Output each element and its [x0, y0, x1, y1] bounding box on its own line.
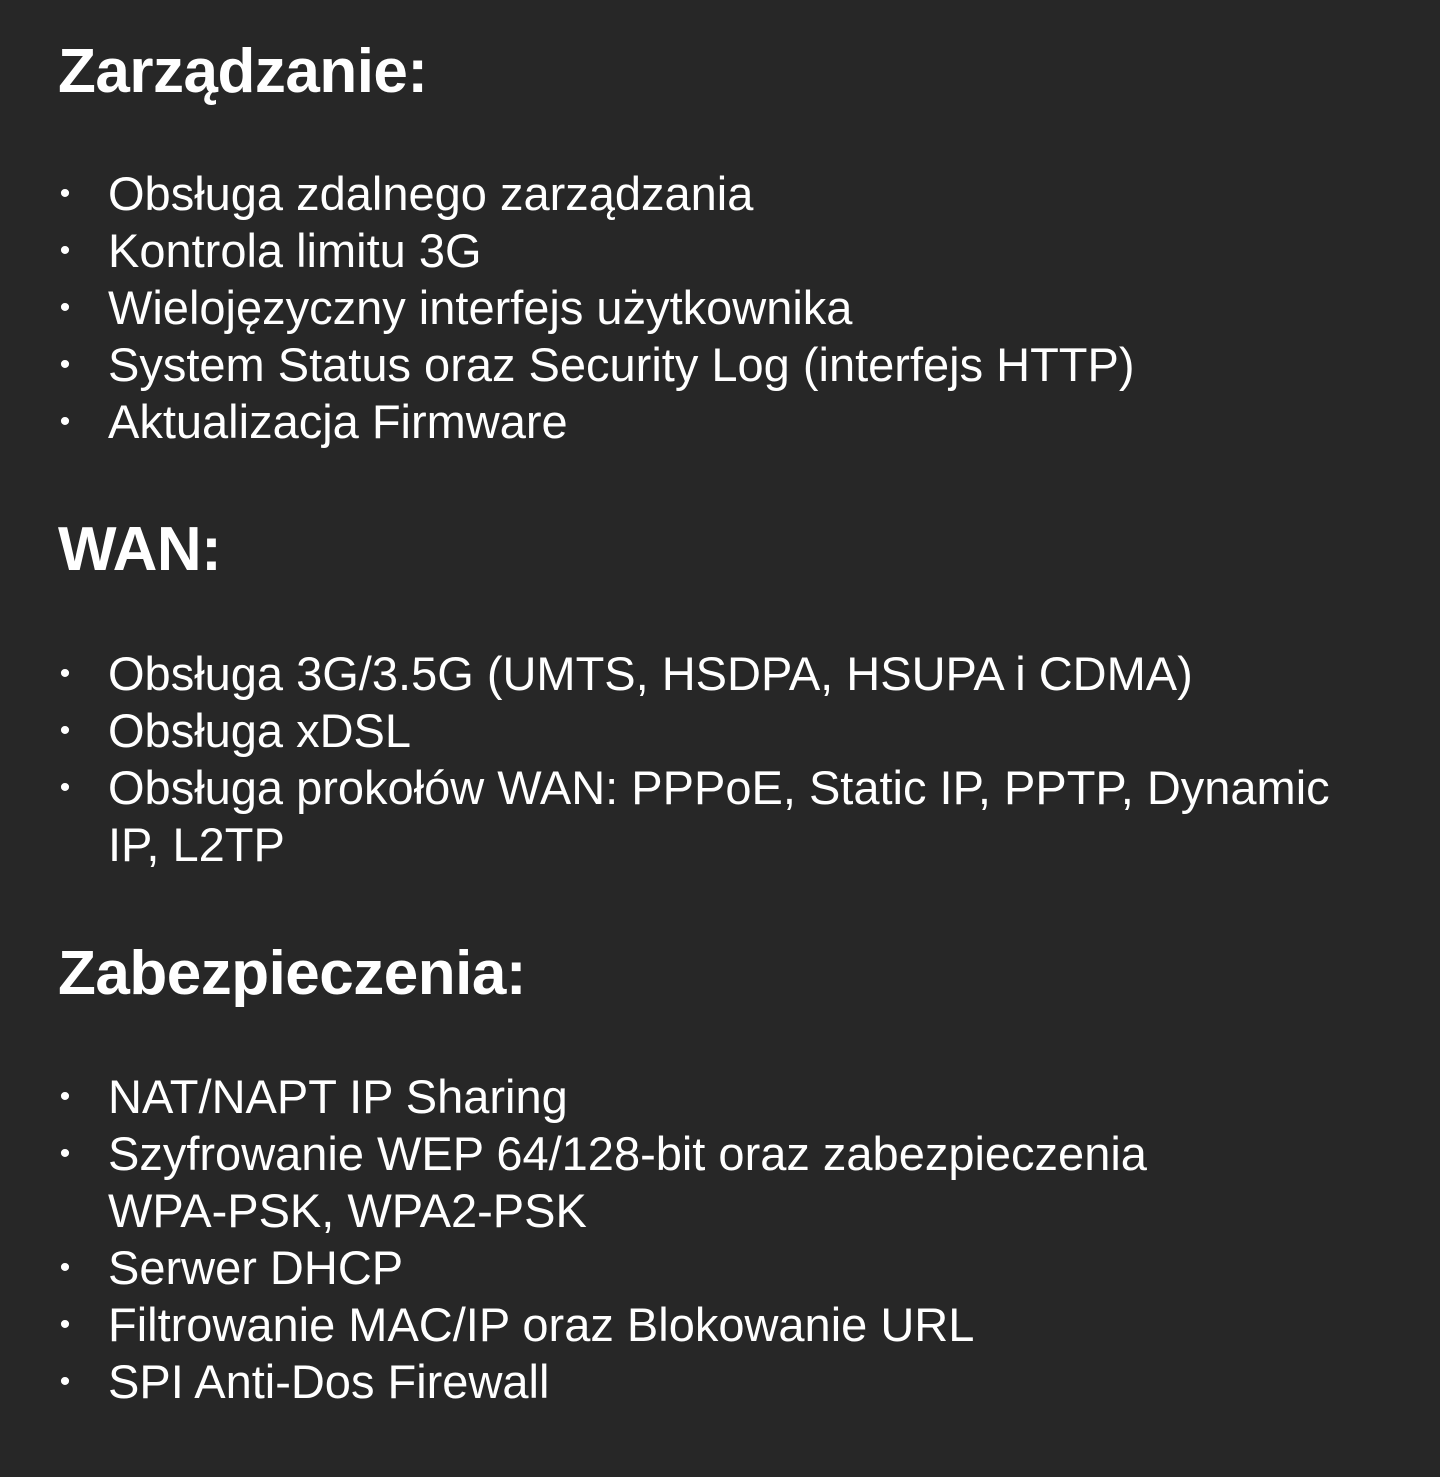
bullet-icon: •	[59, 1137, 71, 1170]
list-item	[58, 1068, 1398, 1125]
bullet-icon: •	[59, 1251, 71, 1284]
section-heading: Zarządzanie:	[58, 37, 428, 106]
list-item	[58, 1239, 1398, 1296]
list-item-text: Obsługa zdalnego zarządzania	[108, 167, 754, 220]
section-zarzadzanie	[58, 34, 1398, 448]
bullet-icon: •	[59, 714, 71, 747]
list-item	[58, 759, 1338, 873]
feature-list	[58, 165, 1398, 450]
bullet-icon: •	[59, 177, 71, 210]
bullet-icon: •	[59, 348, 71, 381]
list-item-text: Szyfrowanie WEP 64/128-bit oraz zabezpieczenia WPA-PSK, WPA2-PSK	[108, 1127, 1147, 1237]
bullet-icon: •	[59, 1308, 71, 1341]
bullet-icon: •	[59, 657, 71, 690]
bullet-icon: •	[59, 1365, 71, 1398]
list-item	[58, 336, 1398, 393]
bullet-icon: •	[59, 291, 71, 324]
list-item	[58, 645, 1398, 702]
list-item-text: NAT/NAPT IP Sharing	[108, 1070, 568, 1123]
list-item	[58, 1296, 1398, 1353]
list-item	[58, 165, 1398, 222]
bullet-icon: •	[59, 405, 71, 438]
list-item-text: Wielojęzyczny interfejs użytkownika	[108, 281, 853, 334]
list-item	[58, 393, 1398, 450]
list-item	[58, 222, 1398, 279]
list-item-text: Obsługa 3G/3.5G (UMTS, HSDPA, HSUPA i CDMA)	[108, 647, 1193, 700]
bullet-icon: •	[59, 234, 71, 267]
bullet-icon: •	[59, 771, 71, 804]
list-item-text: Obsługa prokołów WAN: PPPoE, Static IP, PPTP, Dynamic IP, L2TP	[108, 761, 1330, 871]
section-heading: WAN:	[58, 515, 222, 584]
list-item-text: Filtrowanie MAC/IP oraz Blokowanie URL	[108, 1298, 975, 1351]
section-zabezpieczenia	[58, 936, 1398, 1408]
list-item	[58, 279, 1398, 336]
list-item	[58, 1353, 1398, 1410]
feature-list	[58, 1068, 1398, 1410]
bullet-icon: •	[59, 1080, 71, 1113]
list-item-text: Serwer DHCP	[108, 1241, 404, 1294]
list-item-text: Aktualizacja Firmware	[108, 395, 568, 448]
list-item-text: SPI Anti-Dos Firewall	[108, 1355, 550, 1408]
list-item	[58, 702, 1398, 759]
list-item	[58, 1125, 1238, 1239]
list-item-text: System Status oraz Security Log (interfejs HTTP)	[108, 338, 1135, 391]
section-wan	[58, 512, 1398, 871]
feature-list	[58, 645, 1398, 873]
section-heading: Zabezpieczenia:	[58, 939, 526, 1008]
list-item-text: Obsługa xDSL	[108, 704, 412, 757]
list-item-text: Kontrola limitu 3G	[108, 224, 482, 277]
